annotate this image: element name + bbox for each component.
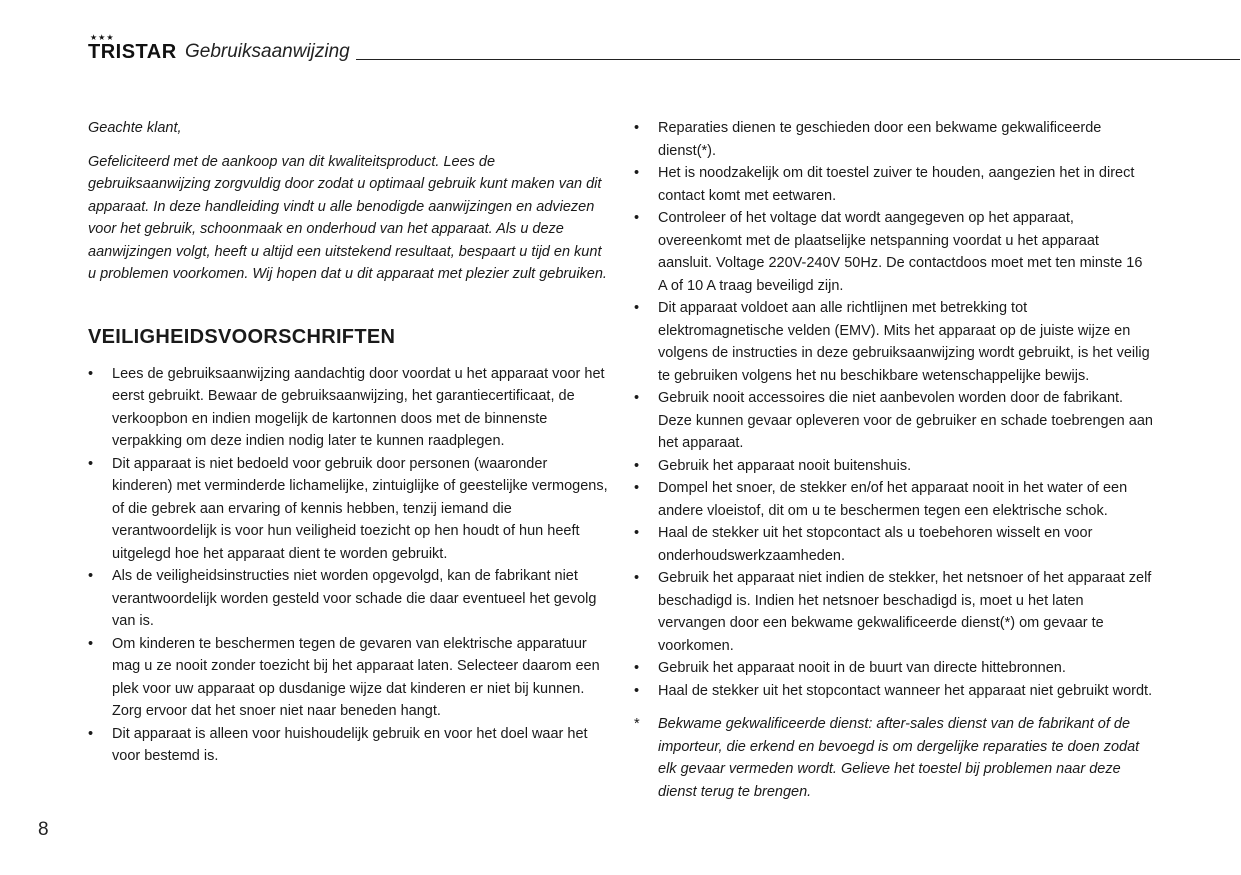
- list-item-text: Dit apparaat voldoet aan alle richtlijnen met betrekking tot elektromagnetische velden (EMV). Mits het apparaat op de juiste wijze en volgens de instructies in deze gebruiksaanwijzing wordt gebruikt, is het veilig te gebruiken volgens het nu beschikbare wetenschappelijke bewijs.: [658, 300, 1150, 384]
- list-item-text: Controleer of het voltage dat wordt aangegeven op het apparaat, overeenkomt met de plaatselijke netspanning voordat u het apparaat aansluit. Voltage 220V-240V 50Hz. De contactdoos moet met ten minste 16 A of 10 A traag beveiligd zijn.: [658, 210, 1143, 294]
- list-item-text: Dompel het snoer, de stekker en/of het apparaat nooit in het water of een andere vloeistof, dit om u te beschermen tegen een elektrische schok.: [658, 480, 1128, 519]
- list-item: [88, 565, 608, 633]
- intro-paragraph: Gefeliciteerd met de aankoop van dit kwaliteitsproduct. Lees de gebruiksaanwijzing zorgvuldig door zodat u optimaal gebruik kunt maken van dit apparaat. In deze handleiding vindt u alle benodigde aanwijzingen en adviezen voor het gebruik, schoonmaak en onderhoud van het apparaat. Als u deze aanwijzingen volgt, heeft u altijd een uitstekend resultaat, bespaart u tijd en kunt u problemen voorkomen. Wij hopen dat u dit apparaat met plezier zult gebruiken.: [88, 153, 607, 282]
- bullet-icon: •: [88, 725, 94, 742]
- list-item: [634, 387, 1154, 455]
- list-item-text: Gebruik nooit accessoires die niet aanbevolen worden door de fabrikant. Deze kunnen gevaar opleveren voor de gebruiker en schade toebrengen aan het apparaat.: [658, 390, 1153, 451]
- footnote: [634, 713, 1154, 803]
- list-item: [634, 297, 1154, 387]
- bullet-icon: •: [88, 635, 94, 652]
- bullet-icon: •: [88, 365, 94, 382]
- list-item-text: Lees de gebruiksaanwijzing aandachtig door voordat u het apparaat voor het eerst gebruikt. Bewaar de gebruiksaanwijzing, het garantiecertificaat, de verkoopbon en indien mogelijk de kartonnen doos met de binnenste verpakking om deze indien nodig later te kunnen raadplegen.: [112, 365, 605, 449]
- list-item: [634, 567, 1154, 657]
- list-item: [88, 363, 608, 453]
- list-item-text: Haal de stekker uit het stopcontact wanneer het apparaat niet gebruikt wordt.: [658, 682, 1153, 699]
- list-item: [634, 162, 1154, 207]
- brand-stars-icon: ★★★: [90, 33, 115, 42]
- bullet-icon: •: [634, 210, 640, 226]
- right-column: [634, 117, 1154, 803]
- list-item: [88, 453, 608, 566]
- list-item-text: Als de veiligheidsinstructies niet worden opgevolgd, kan de fabrikant niet verantwoordelijk worden gesteld voor schade die daar eventueel het gevolg van is.: [112, 568, 597, 629]
- bullet-icon: •: [634, 525, 640, 541]
- bullet-icon: •: [634, 120, 640, 136]
- list-item: [634, 117, 1154, 162]
- list-item: [88, 723, 608, 768]
- list-item: [88, 633, 608, 723]
- bullet-icon: •: [88, 455, 94, 472]
- right-bullet-list: [634, 117, 1154, 702]
- left-column: [88, 117, 608, 768]
- bullet-icon: •: [634, 570, 640, 586]
- bullet-icon: •: [634, 165, 640, 181]
- bullet-icon: •: [634, 682, 640, 699]
- document-title: Gebruiksaanwijzing: [185, 41, 350, 62]
- left-bullet-list: [88, 363, 608, 768]
- bullet-icon: •: [634, 390, 640, 406]
- list-item-text: Gebruik het apparaat niet indien de stekker, het netsnoer of het apparaat zelf beschadigd is. Indien het netsnoer beschadigd is, moet u het laten vervangen door een bekwame gekwalificeerde dienst(*) om gevaar te voorkomen.: [658, 570, 1152, 654]
- list-item-text: Om kinderen te beschermen tegen de gevaren van elektrische apparatuur mag u ze nooit zonder toezicht bij het apparaat laten. Selecteer daarom een plek voor uw apparaat op dusdanige wijze dat kinderen er niet bij kunnen. Zorg ervoor dat het snoer niet naar beneden hangt.: [112, 635, 600, 719]
- page-number: 8: [38, 819, 49, 840]
- bullet-icon: •: [634, 300, 640, 316]
- header-rule: [356, 59, 1240, 60]
- bullet-icon: •: [634, 660, 640, 676]
- footnote-text: Bekwame gekwalificeerde dienst: after-sales dienst van de fabrikant of de importeur, die erkend en bevoegd is om dergelijke reparaties te doen zodat elk gevaar vermeden wordt. Gelieve het toestel bij problemen naar deze dienst terug te brengen.: [658, 716, 1140, 800]
- list-item: [634, 207, 1154, 297]
- footnote-asterisk: *: [634, 716, 640, 732]
- page-header: [88, 34, 1240, 64]
- list-item: [634, 680, 1154, 703]
- bullet-icon: •: [88, 568, 94, 584]
- list-item: [634, 522, 1154, 567]
- list-item: [634, 477, 1154, 522]
- bullet-icon: •: [634, 457, 640, 474]
- list-item-text: Gebruik het apparaat nooit in de buurt van directe hittebronnen.: [658, 660, 1066, 676]
- list-item-text: Reparaties dienen te geschieden door een bekwame gekwalificeerde dienst(*).: [658, 120, 1102, 159]
- list-item-text: Gebruik het apparaat nooit buitenshuis.: [658, 457, 912, 474]
- greeting: Geachte klant,: [88, 120, 182, 136]
- list-item-text: Het is noodzakelijk om dit toestel zuiver te houden, aangezien het in direct contact komt met eetwaren.: [658, 165, 1135, 204]
- list-item-text: Haal de stekker uit het stopcontact als u toebehoren wisselt en voor onderhoudswerkzaamheden.: [658, 525, 1093, 564]
- section-heading: VEILIGHEIDSVOORSCHRIFTEN: [88, 325, 396, 348]
- list-item: [634, 657, 1154, 680]
- list-item-text: Dit apparaat is niet bedoeld voor gebruik door personen (waaronder kinderen) met verminderde lichamelijke, zintuiglijke of geestelijke vermogens, of die gebrek aan ervaring of kennis hebben, tenzij iemand die verantwoordelijk is voor hun veiligheid toezicht op hen houdt of hun heeft uitgelegd hoe het apparaat dient te worden gebruikt.: [112, 455, 608, 562]
- bullet-icon: •: [634, 480, 640, 496]
- list-item-text: Dit apparaat is alleen voor huishoudelijk gebruik en voor het doel waar het voor bestemd is.: [112, 725, 588, 764]
- list-item: [634, 455, 1154, 478]
- brand-logo: TRISTAR: [88, 41, 177, 63]
